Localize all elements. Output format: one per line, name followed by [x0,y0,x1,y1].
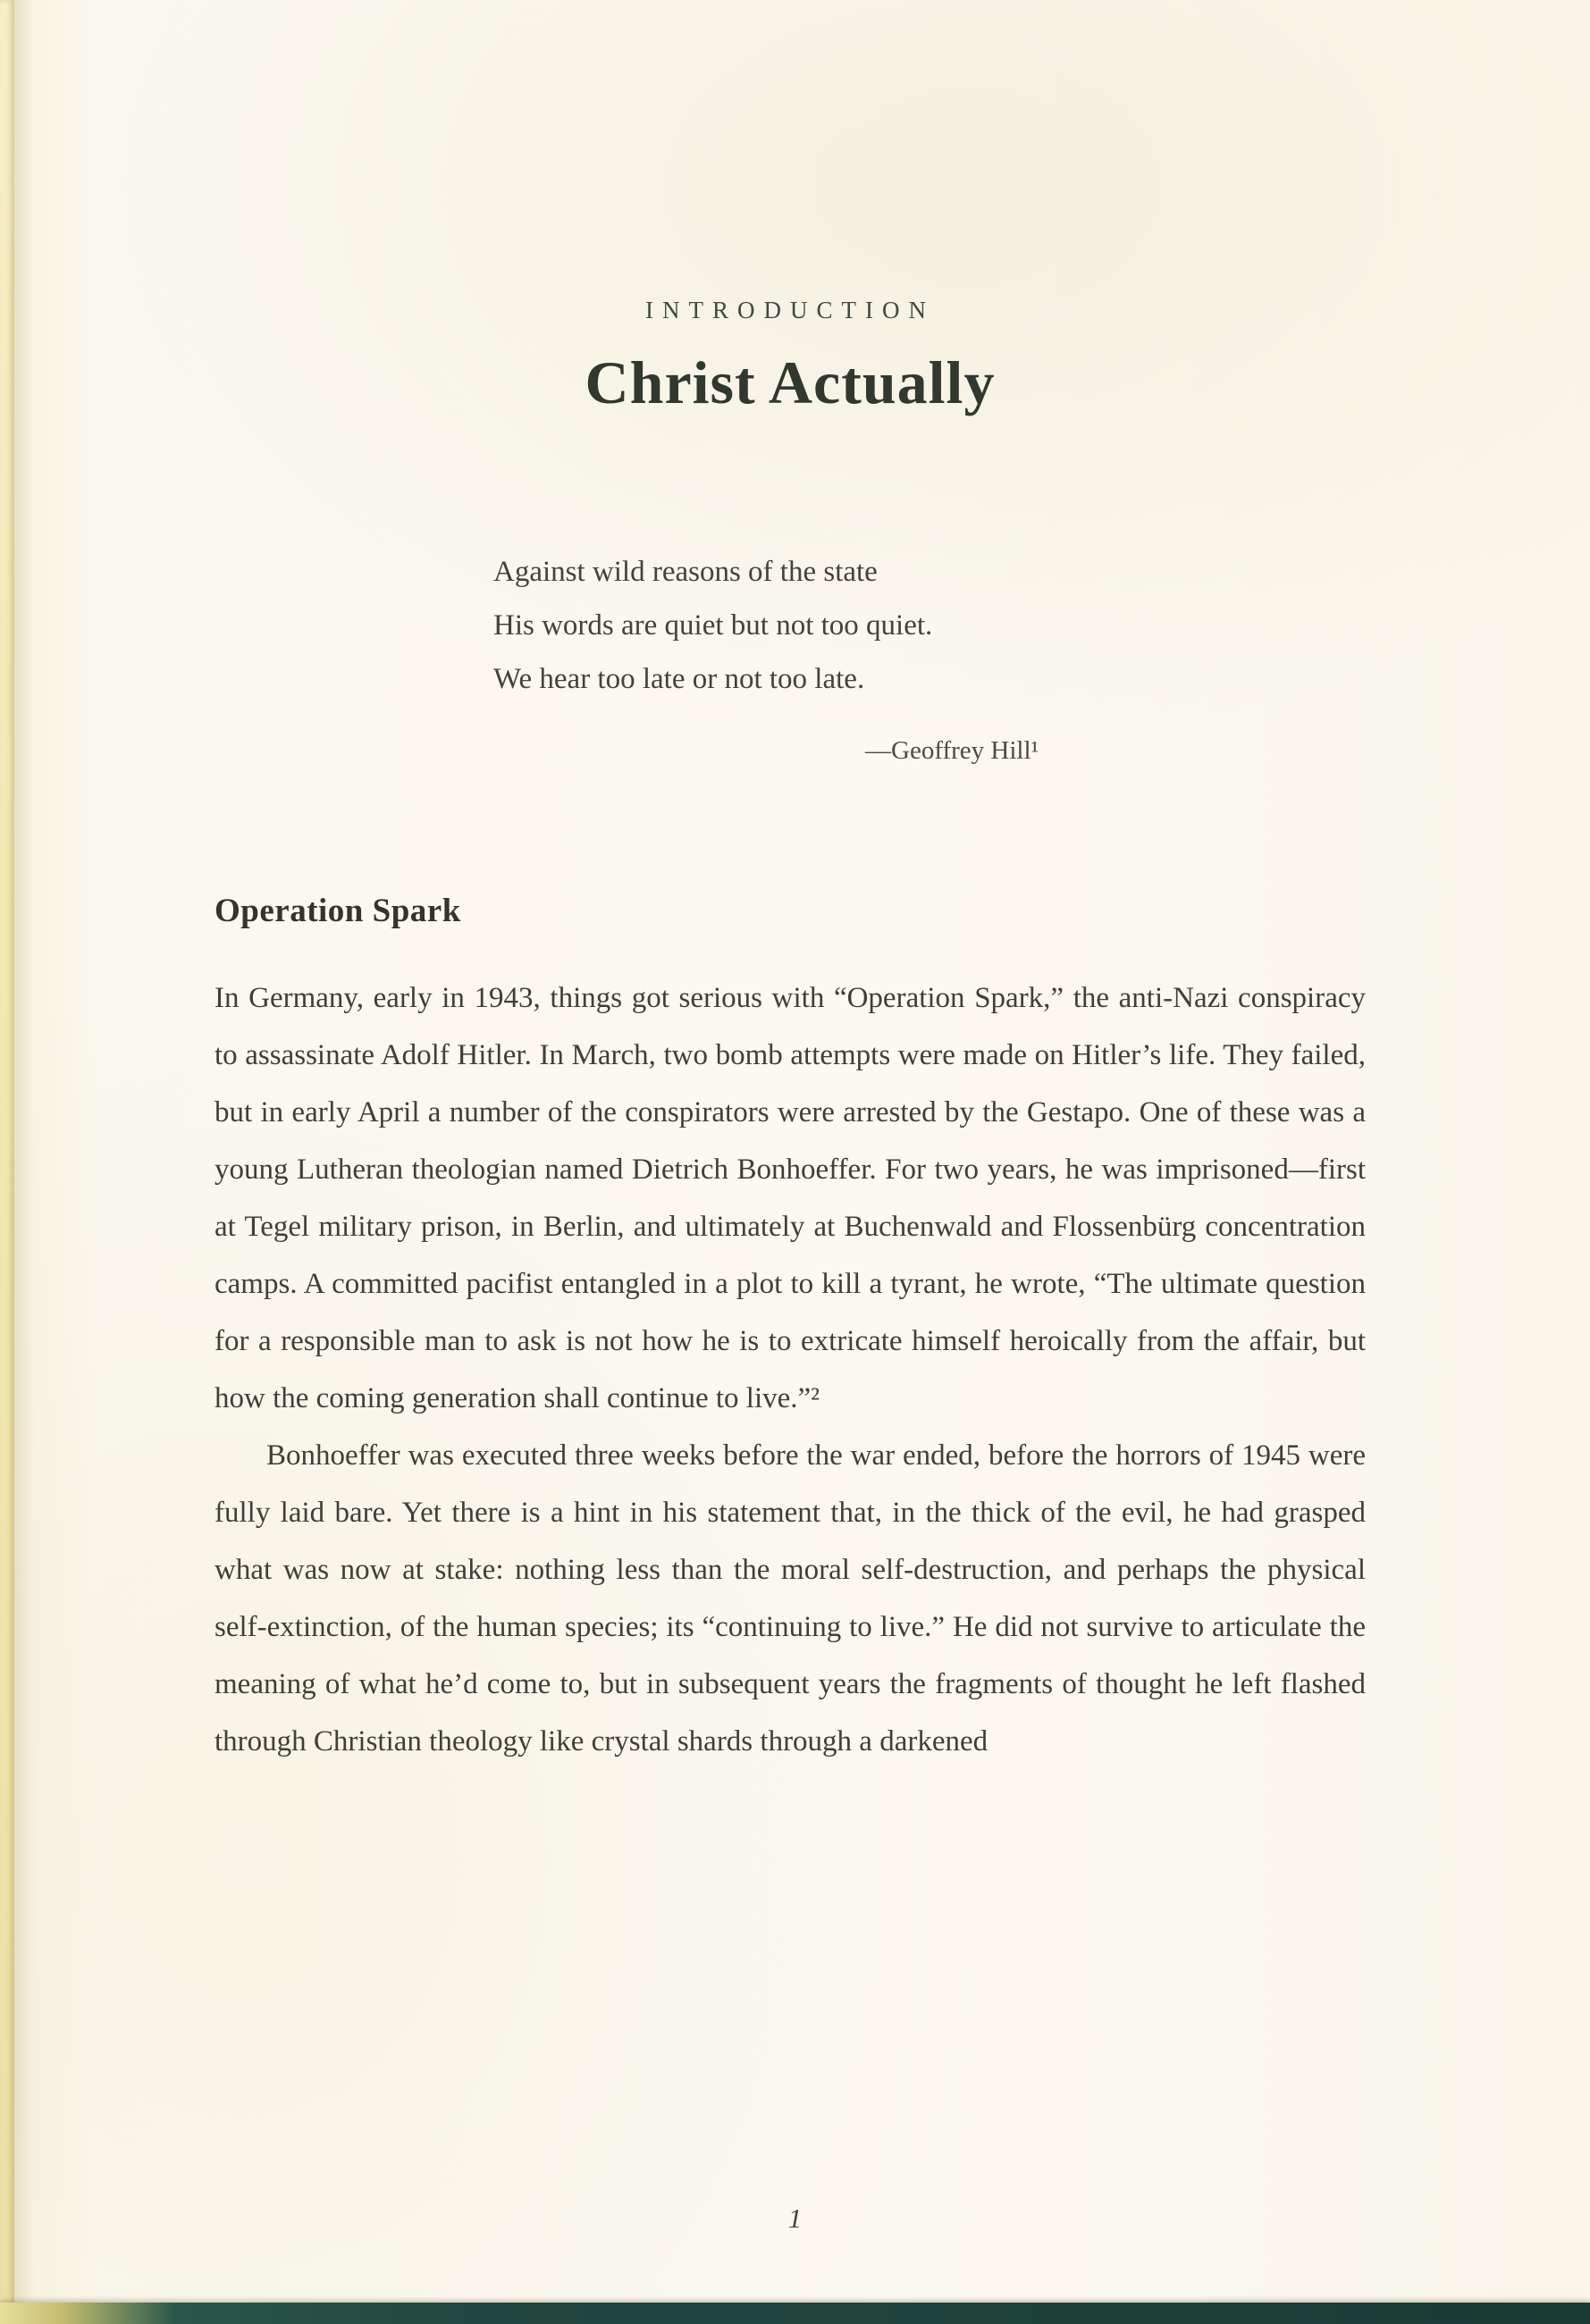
epigraph-line: We hear too late or not too late. [493,663,865,695]
page-number: 1 [787,2202,803,2234]
book-cover-bottom-edge [0,2303,1590,2324]
epigraph-line: Against wild reasons of the state [493,556,878,588]
body-paragraph: Bonhoeffer was executed three weeks before the war ended, before the horrors of 1945 were fully laid bare. Yet there is a hint in his statement that, in the thick of the evil, he had grasped what was now at stake: nothing less than the moral self-destruction, and perhaps the physical self-extinction, of the human species; its “continuing to live.” He did not survive to articulate the meaning of what he’d come to, but in subsequent years the fragments of thought he left flashed through Christian theology like crystal shards through a darkened [215,1439,1366,1758]
epigraph-attribution: —Geoffrey Hill¹ [865,736,1039,765]
page-left-edge-shadow [14,0,34,2324]
section-heading: Operation Spark [215,893,461,929]
page-left-edge-strip [0,0,14,2324]
chapter-title: Christ Actually [585,348,996,416]
chapter-kicker: INTRODUCTION [645,297,935,323]
epigraph-line: His words are quiet but not too quiet. [493,609,933,642]
body-paragraph: In Germany, early in 1943, things got serious with “Operation Spark,” the anti-Nazi conspiracy to assassinate Adolf Hitler. In March, two bomb attempts were made on Hitler’s life. They failed, but in early April a number of the conspirators were arrested by the Gestapo. One of these was a young Lutheran theologian named Dietrich Bonhoeffer. For two years, he was imprisoned—first at Tegel military prison, in Berlin, and ultimately at Buchenwald and Flossenbürg concentration camps. A committed pacifist entangled in a plot to kill a tyrant, he wrote, “The ultimate question for a responsible man to ask is not how he is to extricate himself heroically from the affair, but how the coming generation shall continue to live.”² [215,982,1366,1414]
epigraph [215,545,1366,777]
page-content [215,0,1366,1770]
